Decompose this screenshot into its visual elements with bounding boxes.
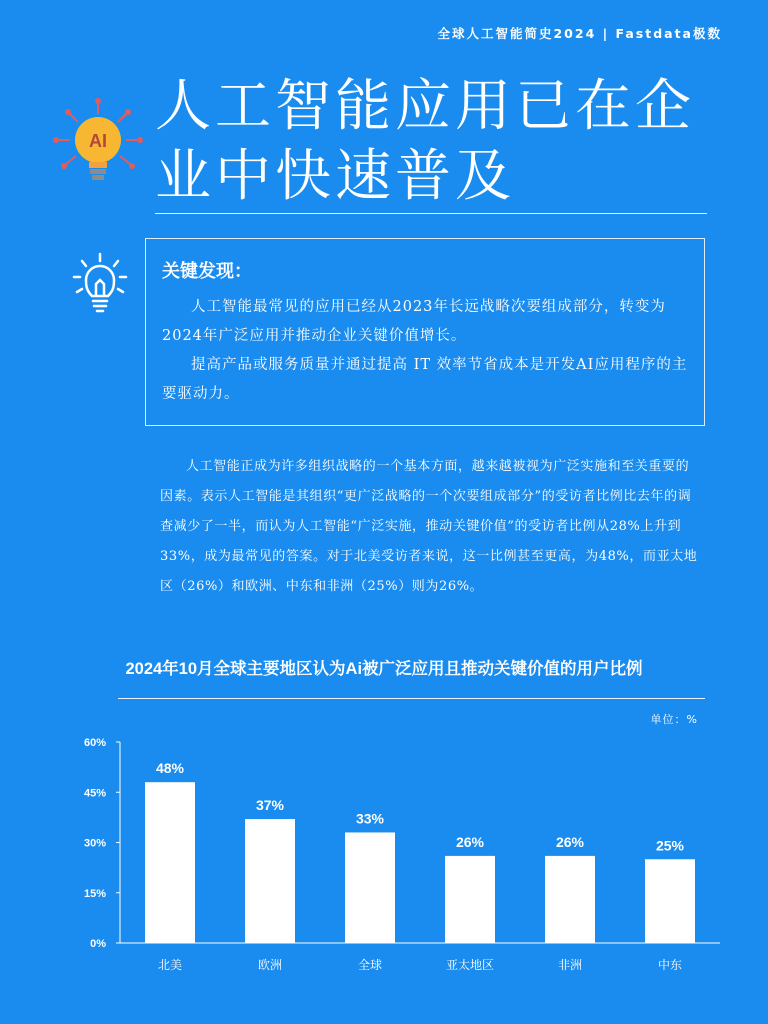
y-tick-label: 0% [90, 938, 106, 950]
bar-中东 [645, 859, 695, 943]
x-category-label: 非洲 [557, 958, 583, 972]
x-category-label: 北美 [157, 958, 183, 972]
bar-亚太地区 [445, 856, 495, 943]
lightbulb-icon [70, 252, 130, 314]
page-title-line-2: 业中快速普及 [155, 144, 515, 209]
bar-value-label: 26% [555, 833, 585, 850]
x-category-label: 欧洲 [257, 958, 283, 972]
body-paragraph: 人工智能正成为许多组织战略的一个基本方面，越来越被视为广泛实施和至关重要的因素。表示人工智能是其组织“更广泛战略的一个次要组成部分”的受访者比例比去年的调查减少了一半，而认为人工智能“广泛实施，推动关键价值”的受访者比例从28%上升到33%，成为最常见的答案。对于北美受访者来说，这一比例甚至更高，为48%，而亚太地区（26%）和欧洲、中东和非洲（25%）则为26%。 [160, 459, 698, 594]
ai-lightbulb-icon [52, 96, 148, 186]
key-finding-2: 提高产品或服务质量并通过提高 IT 效率节省成本是开发AI应用程序的主要驱动力。 [162, 357, 688, 402]
bar-非洲 [545, 856, 595, 943]
bar-value-label: 33% [355, 810, 385, 827]
y-tick-label: 30% [83, 837, 106, 850]
bar-chart [0, 725, 768, 985]
y-tick-label: 15% [83, 887, 106, 900]
chart-divider [118, 698, 705, 699]
bar-value-label: 37% [255, 797, 285, 814]
bar-全球 [345, 832, 395, 943]
bar-北美 [145, 782, 195, 943]
bar-value-label: 25% [655, 837, 685, 854]
page-title [155, 72, 695, 212]
bar-value-label: 48% [155, 760, 185, 777]
ai-badge-label: AI [89, 131, 107, 151]
y-tick-label: 45% [83, 787, 106, 800]
chart-unit-label: 单位：% [650, 713, 698, 726]
page-title-line-1: 人工智能应用已在企 [155, 74, 695, 139]
x-category-label: 亚太地区 [445, 958, 495, 972]
bar-value-label: 26% [455, 833, 485, 850]
x-category-label: 全球 [357, 958, 383, 972]
title-divider [155, 213, 707, 214]
report-header-tag: 全球人工智能简史2024 | Fastdata极数 [437, 26, 722, 41]
bar-欧洲 [245, 819, 295, 943]
chart-title: 2024年10月全球主要地区认为Ai被广泛应用且推动关键价值的用户比例 [125, 660, 643, 678]
y-tick-label: 60% [83, 737, 106, 749]
key-findings-box [145, 238, 705, 426]
key-finding-1: 人工智能最常见的应用已经从2023年长远战略次要组成部分，转变为2024年广泛应用并推动企业关键价值增长。 [162, 299, 666, 344]
key-findings-title: 关键发现： [162, 261, 252, 282]
x-category-label: 中东 [657, 958, 683, 972]
